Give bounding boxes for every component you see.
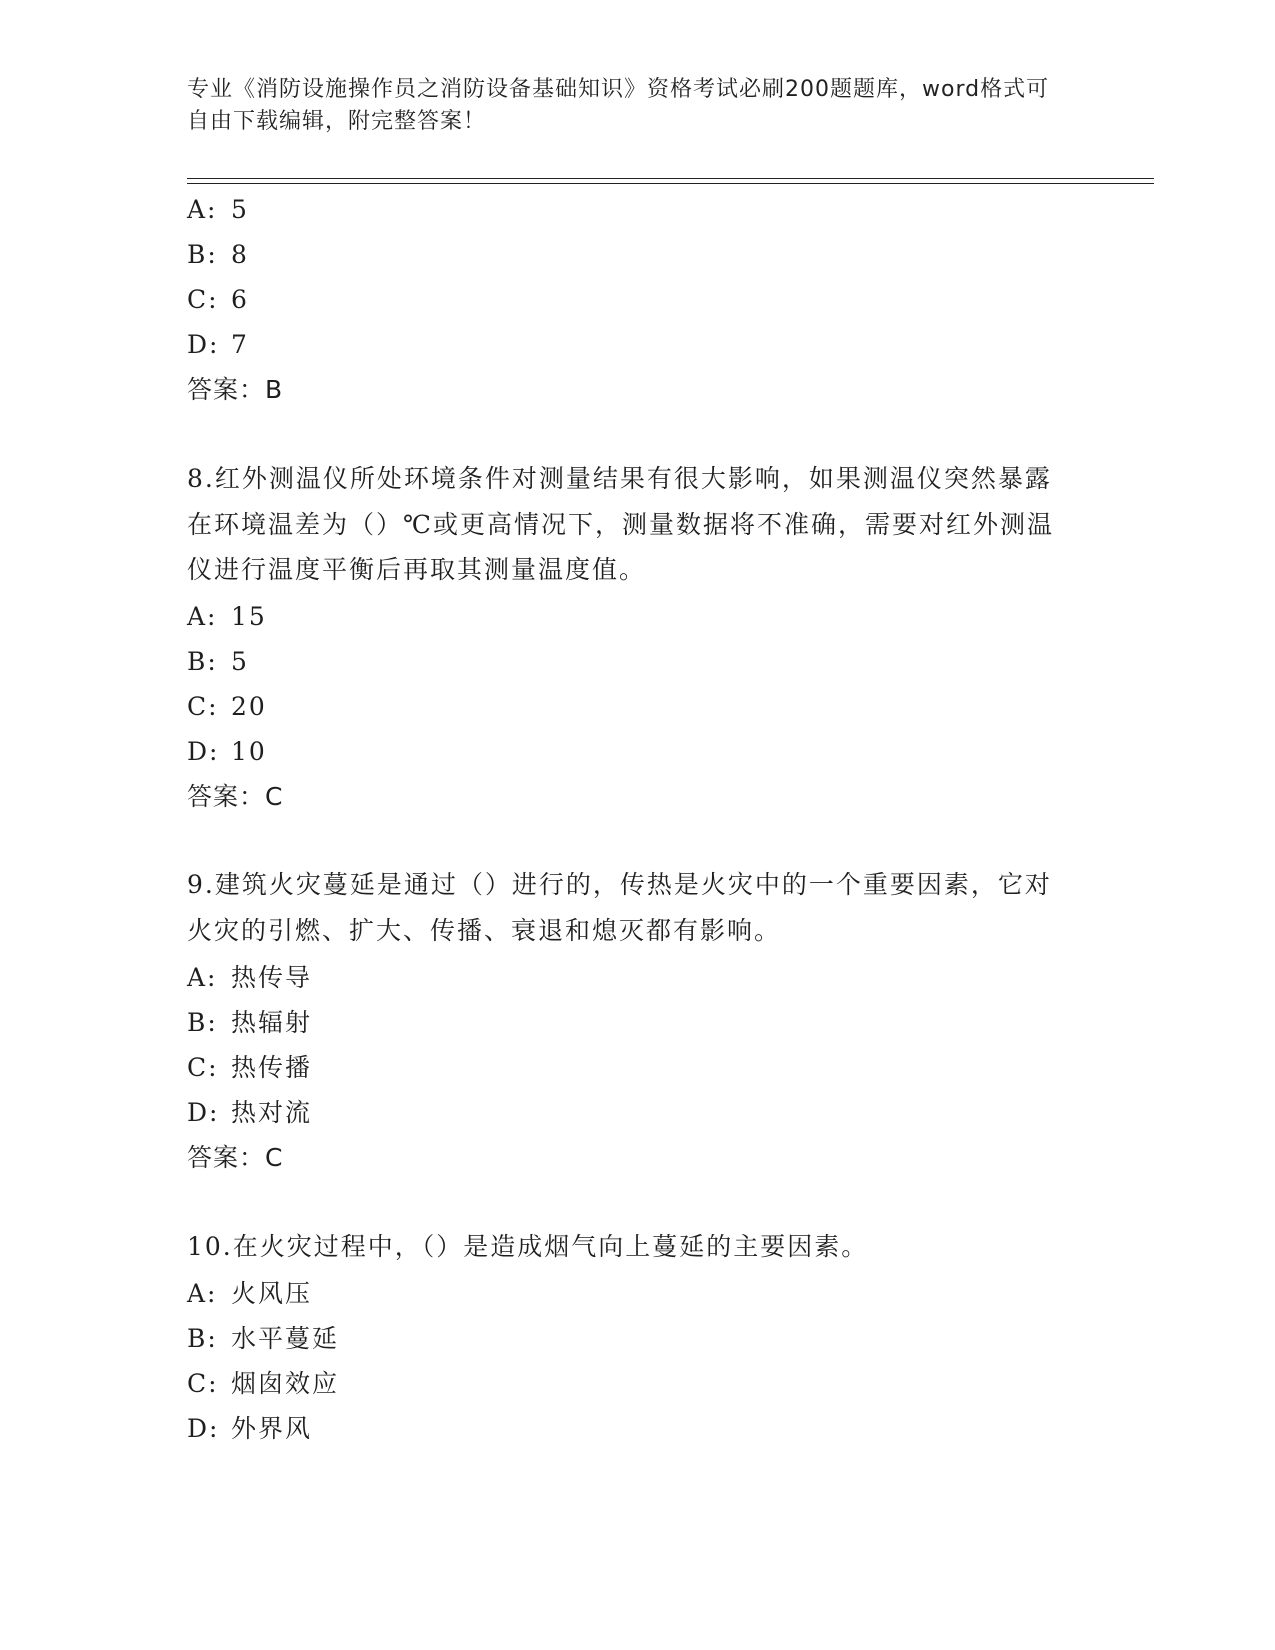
q9-question-text: 9.建筑火灾蔓延是通过（）进行的，传热是火灾中的一个重要因素，它对火灾的引燃、扩大、传播、衰退和熄灭都有影响。 — [187, 870, 1052, 945]
option-letter: B: — [187, 1008, 218, 1037]
option-text: 水平蔓延 — [231, 1324, 340, 1353]
option-text: 火风压 — [231, 1279, 313, 1308]
q8-option-c — [187, 691, 267, 723]
option-letter: A: — [187, 602, 218, 631]
option-text: 热对流 — [231, 1098, 313, 1127]
option-letter: B: — [187, 1324, 218, 1353]
option-letter: A: — [187, 963, 218, 992]
q9-option-b — [187, 1007, 312, 1039]
document-header: 专业《消防设施操作员之消防设备基础知识》资格考试必刷200题题库，word格式可自由下载编辑，附完整答案！ — [187, 77, 1050, 134]
option-letter: A: — [187, 195, 218, 224]
option-text: 5 — [231, 647, 249, 676]
option-letter: D: — [187, 737, 220, 766]
option-text: 5 — [231, 195, 249, 224]
q9-option-d — [187, 1097, 312, 1129]
q8-option-b — [187, 646, 249, 678]
option-text: 7 — [231, 330, 249, 359]
q10-option-c — [187, 1368, 339, 1400]
q7-answer: 答案：B — [187, 375, 284, 404]
header-divider-bottom — [187, 183, 1154, 184]
option-text: 外界风 — [231, 1414, 313, 1443]
option-letter: C: — [187, 1053, 219, 1082]
option-letter: A: — [187, 1279, 218, 1308]
q8-option-a — [187, 601, 267, 633]
option-text: 15 — [231, 602, 267, 631]
option-letter: C: — [187, 692, 219, 721]
q8-answer: 答案：C — [187, 782, 284, 811]
q7-option-c — [187, 284, 249, 316]
option-text: 热辐射 — [231, 1008, 313, 1037]
option-letter: B: — [187, 240, 218, 269]
q10-option-b — [187, 1323, 339, 1355]
q10-option-d — [187, 1413, 312, 1445]
q10-question-text: 10.在火灾过程中，（）是造成烟气向上蔓延的主要因素。 — [187, 1232, 869, 1261]
option-letter: C: — [187, 1369, 219, 1398]
option-text: 6 — [231, 285, 249, 314]
option-text: 8 — [231, 240, 249, 269]
option-letter: D: — [187, 330, 220, 359]
q9-option-a — [187, 962, 312, 994]
q7-option-a — [187, 194, 249, 226]
option-text: 烟囱效应 — [231, 1369, 340, 1398]
header-divider-top — [187, 178, 1154, 179]
option-text: 10 — [231, 737, 267, 766]
option-letter: D: — [187, 1098, 220, 1127]
option-text: 热传导 — [231, 963, 313, 992]
q10-option-a — [187, 1278, 312, 1310]
option-text: 20 — [231, 692, 267, 721]
option-letter: D: — [187, 1414, 220, 1443]
option-letter: C: — [187, 285, 219, 314]
q7-option-d — [187, 329, 249, 361]
option-text: 热传播 — [231, 1053, 313, 1082]
q8-question-text: 8.红外测温仪所处环境条件对测量结果有很大影响，如果测温仪突然暴露在环境温差为（）℃或更高情况下，测量数据将不准确，需要对红外测温仪进行温度平衡后再取其测量温度值。 — [187, 464, 1054, 584]
q7-option-b — [187, 239, 249, 271]
q9-option-c — [187, 1052, 312, 1084]
q8-option-d — [187, 736, 267, 768]
q9-answer: 答案：C — [187, 1143, 284, 1172]
option-letter: B: — [187, 647, 218, 676]
